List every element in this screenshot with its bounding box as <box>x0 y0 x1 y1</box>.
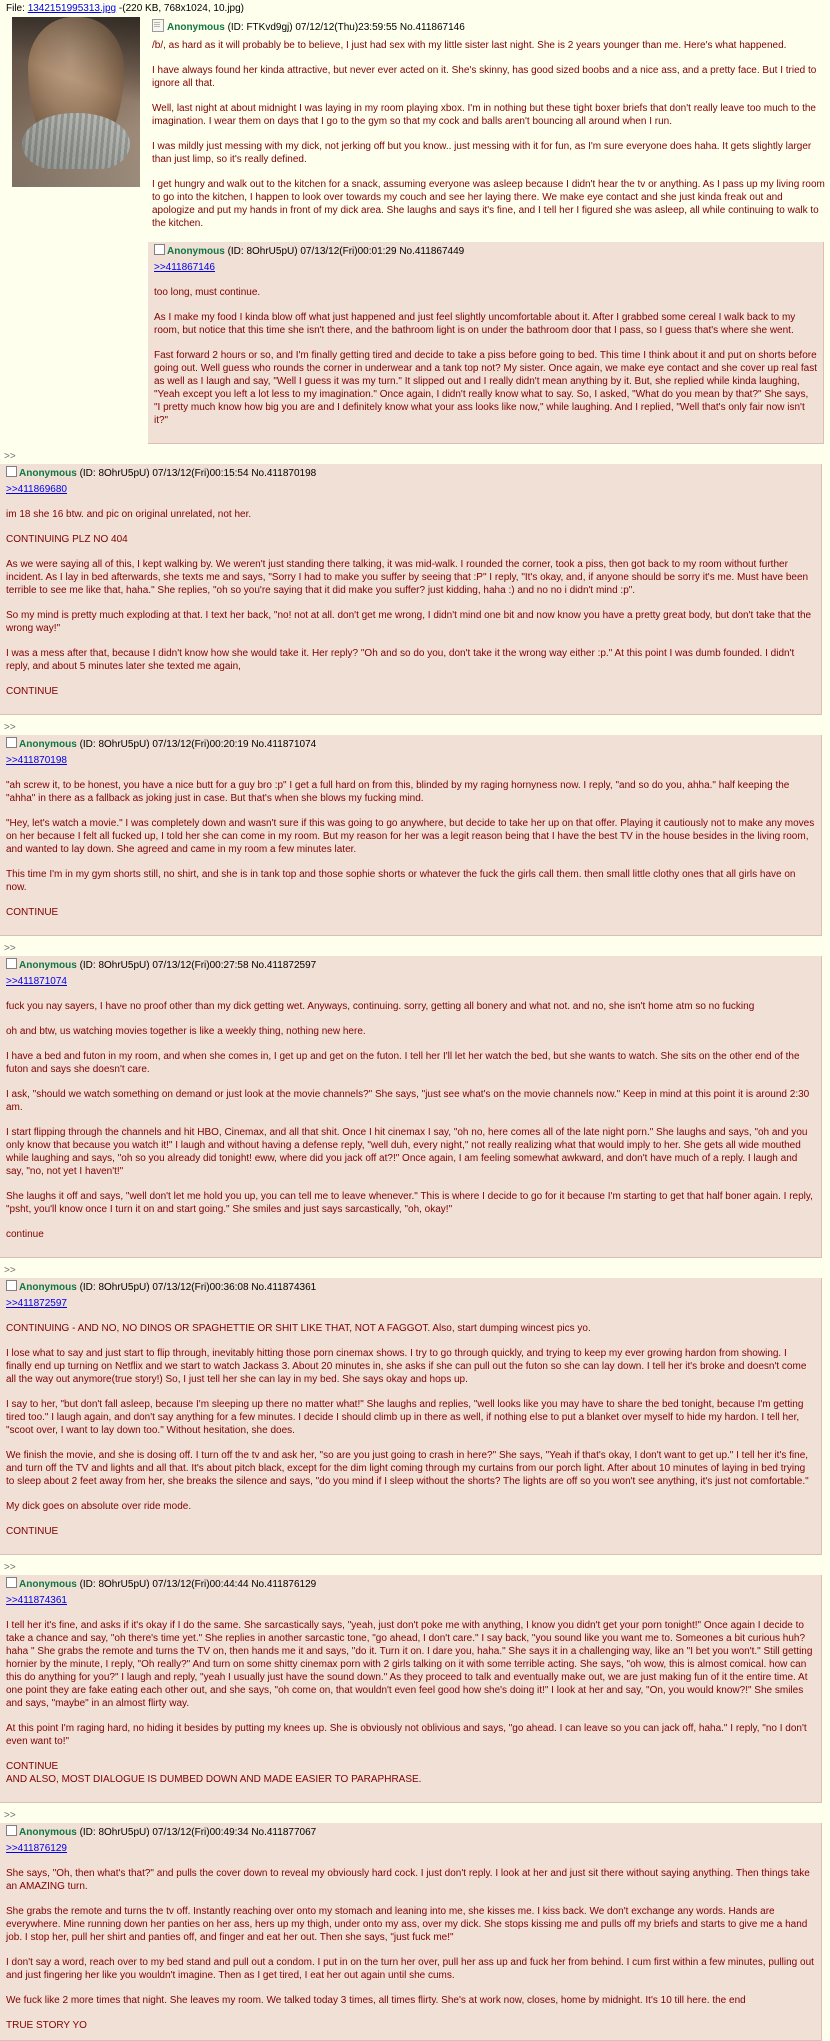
op-user-id: (ID: FTKvd9gj) <box>227 22 293 33</box>
reply-timestamp: 07/13/12(Fri)00:15:54 <box>152 468 249 479</box>
reply-row <box>0 1559 830 1803</box>
quote-link[interactable]: >>411867146 <box>154 262 215 273</box>
reply-author-name: Anonymous <box>167 246 225 257</box>
quote-link[interactable]: >>411870198 <box>6 755 67 766</box>
post-checkbox[interactable] <box>6 1280 17 1291</box>
reply-timestamp: 07/13/12(Fri)00:36:08 <box>152 1282 249 1293</box>
reply-paragraph: This time I'm in my gym shorts still, no shirt, and she is in tank top and those sophie shorts or whatever the fuck the girls call them. then small little clothy ones that all girls have on now. <box>6 869 796 893</box>
reply-paragraph: At this point I'm raging hard, no hiding it besides by putting my knees up. She is obviously not oblivious and says, "go ahead. I can leave so you can jack off, haha." I reply, "no I don't even want to!" <box>6 1723 807 1747</box>
reply-post-number[interactable]: No.411877067 <box>251 1827 317 1838</box>
reply-arrows: >> <box>4 722 16 733</box>
post-checkbox[interactable] <box>6 1825 17 1836</box>
reply-paragraph: My dick goes on absolute over ride mode. <box>6 1501 192 1512</box>
reply-post-number[interactable]: No.411874361 <box>251 1282 317 1293</box>
reply-arrows: >> <box>4 1810 16 1821</box>
reply-author-name: Anonymous <box>19 1827 77 1838</box>
reply-body <box>6 1594 815 1786</box>
reply-body <box>6 1842 815 2032</box>
reply-author-name: Anonymous <box>19 960 77 971</box>
reply-body <box>6 754 815 919</box>
reply-user-id: (ID: 8OhrU5pU) <box>79 468 150 479</box>
reply-user-id: (ID: 8OhrU5pU) <box>79 1282 150 1293</box>
reply-paragraph: We finish the movie, and she is dosing off. I turn off the tv and ask her, "so are you just going to crash in here?" She says, "Yeah if that's okay, I don't want to get up." I tell her it's fine, and turn off the TV and lights and all that. It's about pitch black, except for the dim light coming through my curtains from our porch light. After about 10 minutes of laying in bed trying to sleep about 2 feet away from her, she breaks the silence and says, "do you mind if I sleep without the shorts? The lights are off so you won't see anything, it's just not comfortable." <box>6 1450 809 1487</box>
reply-timestamp: 07/13/12(Fri)00:44:44 <box>152 1579 249 1590</box>
reply-header <box>6 466 815 483</box>
reply-row <box>0 940 830 1258</box>
file-label: File: <box>6 3 25 14</box>
reply-timestamp: 07/13/12(Fri)00:01:29 <box>300 246 397 257</box>
reply-paragraph: I say to her, "but don't fall asleep, because I'm sleeping up there no matter what!" She laughs and replies, "well looks like you may have to share the bed tonight, because I'm getting tired too." I laugh again, and don't say anything for a few minutes. I decide I should climb up in there as well, if nothing else to put a blanket over myself to hide my hardon. I tell her, "scoot over, I want to lay down too." Without hesitation, she does. <box>6 1399 804 1436</box>
reply-row <box>0 448 830 715</box>
reply-header <box>6 958 815 975</box>
reply-arrows: >> <box>4 1265 16 1276</box>
reply-paragraph: CONTINUING - AND NO, NO DINOS OR SPAGHETTIE OR SHIT LIKE THAT, NOT A FAGGOT. Also, start dumping wincest pics yo. <box>6 1323 591 1334</box>
reply-paragraph: I was a mess after that, because I didn't know how she would take it. Her reply? "Oh and so do you, don't take it the wrong way either :p." At this point I was dumb founded. I didn't reply, and about 5 minutes later she texted me again, <box>6 648 795 672</box>
file-meta: -(220 KB, 768x1024, 10.jpg) <box>118 3 244 14</box>
reply-paragraph: im 18 she 16 btw. and pic on original unrelated, not her. <box>6 509 252 520</box>
op-thumbnail-wrapper[interactable] <box>12 17 140 187</box>
quote-link[interactable]: >>411871074 <box>6 976 67 987</box>
reply-row <box>0 1262 830 1555</box>
op-header <box>152 17 826 39</box>
reply-paragraph: She laughs it off and says, "well don't let me hold you up, you can tell me to leave whenever." This is where I decide to go for it because I'm starting to get that half boner again. I reply, "psht, you'll know once I turn it on and start going." She smiles and just says sarcastically, "oh, okay!" <box>6 1191 813 1215</box>
post-checkbox[interactable] <box>6 1577 17 1588</box>
reply-paragraph: continue <box>6 1229 44 1240</box>
reply-paragraph: Fast forward 2 hours or so, and I'm finally getting tired and decide to take a piss before going to bed. This time I think about it and put on shorts before going out. Well guess who rounds the corner in underwear and a tank top not? My sister. Once again, we make eye contact and she cover up real fast as well as I laugh and say, "Well I guess it was my turn." It slipped out and I really didn't mean anything by it. But, she replied while kinda laughing, "Yeah except you left a lot less to my imagination." Once again, I didn't really know what to say. So, I asked, "What do you mean by that?" She says, "I pretty much know how big you are and I definitely know what your ass looks like now," while laughing. And I replied, "Well that's only fair now isn't it?" <box>154 350 817 426</box>
reply-paragraph: CONTINUE <box>6 907 59 918</box>
reply-paragraph: I ask, "should we watch something on demand or just look at the movie channels?" She says, "just see what's on the movie channels now." Keep in mind at this point it is around 2:30 am. <box>6 1089 810 1113</box>
reply-arrows: >> <box>4 943 16 954</box>
reply-post <box>0 464 822 715</box>
reply-post-number[interactable]: No.411872597 <box>251 960 317 971</box>
reply-timestamp: 07/13/12(Fri)00:49:34 <box>152 1827 249 1838</box>
reply-post-number[interactable]: No.411871074 <box>251 739 317 750</box>
op-post <box>0 17 830 242</box>
reply-header <box>6 737 815 754</box>
reply-header <box>6 1577 815 1594</box>
reply-paragraph: "Hey, let's watch a movie." I was completely down and wasn't sure if this was going to go anywhere, but decide to take her up on that offer. Playing it cautiously not to make any moves on her because I felt all fucked up, I told her she can come in my room. But my reason for her was a legit reason being that I have the best TV in the house besides in the living room, and wanted to lay down. She agreed and came in my room a few minutes later. <box>6 818 815 855</box>
reply-paragraph: She says, "Oh, then what's that?" and pulls the cover down to reveal my obviously hard cock. I just don't reply. I look at her and just sit there without saying anything. Then things take an AMAZING turn. <box>6 1868 810 1892</box>
op-paragraph: I get hungry and walk out to the kitchen for a snack, assuming everyone was asleep because I didn't hear the tv or anything. As I pass up my living room to go into the kitchen, I happen to look over towards my couch and see her laying there. We make eye contact and she just kinda freak out and apologize and put my hands in front of my dick area. She laughs and says it's fine, and I tell her I figured she was asleep, all while continuing to walk to the kitchen. <box>152 179 825 229</box>
reply-author-name: Anonymous <box>19 739 77 750</box>
reply-timestamp: 07/13/12(Fri)00:20:19 <box>152 739 249 750</box>
op-post-number[interactable]: No.411867146 <box>399 22 465 33</box>
reply-paragraph: oh and btw, us watching movies together is like a weekly thing, nothing new here. <box>6 1026 366 1037</box>
reply-row <box>0 719 830 936</box>
op-paragraph: I have always found her kinda attractive, but never ever acted on it. She's skinny, has good sized boobs and a nice ass, and a pretty face. But I tried to ignore all that. <box>152 65 817 89</box>
reply-paragraph: We fuck like 2 more times that night. She leaves my room. We talked today 3 times, all times flirty. She's at work now, closes, home by midnight. It's 10 till here. the end <box>6 1995 746 2006</box>
reply-post <box>148 242 824 444</box>
post-checkbox[interactable] <box>6 466 17 477</box>
reply-post <box>0 735 822 936</box>
reply-post <box>0 1575 822 1803</box>
reply-post-number[interactable]: No.411876129 <box>251 1579 317 1590</box>
file-link[interactable]: 1342151995313.jpg <box>27 3 117 14</box>
reply-paragraph: So my mind is pretty much exploding at that. I text her back, "no! not at all. don't get me wrong, I didn't mind one bit and now know you have a pretty great body, but don't take that the wrong way!" <box>6 610 812 634</box>
thumbnail-shading <box>12 17 140 187</box>
reply-paragraph: As I make my food I kinda blow off what just happened and just feel slightly uncomfortable about it. After I grabbed some cereal I walk back to my room, but notice that this time she isn't there, and the bathroom light is on under the bathroom door that I pass, so I guess that's where she went. <box>154 312 796 336</box>
reply-paragraph: I have a bed and futon in my room, and when she comes in, I get up and get on the futon. I tell her I'll let her watch the bed, but she wants to watch. She sits on the other end of the futon and says she doesn't care. <box>6 1051 800 1075</box>
reply-user-id: (ID: 8OhrU5pU) <box>227 246 298 257</box>
reply-timestamp: 07/13/12(Fri)00:27:58 <box>152 960 249 971</box>
reply-author-name: Anonymous <box>19 468 77 479</box>
op-thumbnail-image[interactable] <box>12 17 140 187</box>
op-paragraph: /b/, as hard as it will probably be to believe, I just had sex with my little sister last night. She is 2 years younger than me. Here's what happened. <box>152 40 787 51</box>
quote-link[interactable]: >>411872597 <box>6 1298 67 1309</box>
reply-post <box>0 956 822 1258</box>
reply-author-name: Anonymous <box>19 1282 77 1293</box>
reply-header <box>154 244 817 261</box>
reply-arrows: >> <box>4 451 16 462</box>
reply-paragraph: TRUE STORY YO <box>6 2020 87 2031</box>
reply-user-id: (ID: 8OhrU5pU) <box>79 1579 150 1590</box>
op-paragraph: I was mildly just messing with my dick, not jerking off but you know.. just messing with it for fun, as I'm sure everyone does haha. It gets slightly larger than just limp, so it's really defined. <box>152 141 812 165</box>
reply-paragraph: She grabs the remote and turns the tv off. Instantly reaching over onto my stomach and leaning into me, she kisses me. I kiss back. We don't exchange any words. Hands are everywhere. Mine running down her panties on her ass, hers up my thigh, under onto my ass, over my dick. She stops kissing me and pulls off my briefs and starts to give me a hand job. I stop her, pull her shirt and panties off, and finger and eat her out. Then she says, "just fuck me!" <box>6 1906 808 1943</box>
reply-author-name: Anonymous <box>19 1579 77 1590</box>
reply-paragraph: I lose what to say and just start to flip through, inevitably hitting those porn cinemax shows. I try to go through quickly, and trying to keep my ever growing hardon from showing. I finally end up turning on Netflix and we start to watch Jackass 3. About 20 minutes in, she asks if she can pull out the futon so she can lay down. I tell her it's broke and doesn't come all the way out anymore(true story!) So, I just tell her she can lay in my bed. She says okay and hops up. <box>6 1348 807 1385</box>
post-checkbox[interactable] <box>6 737 17 748</box>
reply-post-number[interactable]: No.411867449 <box>399 246 465 257</box>
post-checkbox[interactable] <box>154 244 165 255</box>
reply-post-number[interactable]: No.411870198 <box>251 468 317 479</box>
reply-body <box>154 261 817 427</box>
reply-body <box>6 975 815 1241</box>
reply-paragraph: AND ALSO, MOST DIALOGUE IS DUMBED DOWN AND MADE EASIER TO PARAPHRASE. <box>6 1774 422 1785</box>
reply-arrows: >> <box>4 1562 16 1573</box>
file-info-bar <box>0 0 830 17</box>
quote-link[interactable]: >>411876129 <box>6 1843 67 1854</box>
reply-paragraph: CONTINUE <box>6 1761 59 1772</box>
op-author-name: Anonymous <box>167 22 225 33</box>
quote-link[interactable]: >>411874361 <box>6 1595 67 1606</box>
reply-paragraph: CONTINUE <box>6 686 59 697</box>
reply-post <box>0 1278 822 1555</box>
post-checkbox[interactable] <box>6 958 17 969</box>
reply-row <box>0 1807 830 2041</box>
document-icon <box>152 19 164 32</box>
reply-body <box>6 1297 815 1538</box>
reply-user-id: (ID: 8OhrU5pU) <box>79 960 150 971</box>
reply-paragraph: I start flipping through the channels and hit HBO, Cinemax, and all that shit. Once I hit cinemax I say, "oh no, here comes all of the late night porn." She laughs and says, "oh and you only know that because you watch it!" I laugh and without having a defense reply, "well duh, every night," not really realizing what that would imply to her. She gets all wide mouthed while laughing and says, "oh so you already did tonight! eww, where did you jack off at?!" Once again, I am feeling somewhat awkward, and don't have much of a reply. I laugh and say, "no, not yet I haven't!" <box>6 1127 808 1177</box>
reply-paragraph: I tell her it's fine, and asks if it's okay if I do the same. She sarcastically says, "yeah, just don't poke me with anything, I know you didn't get your porn tonight!" Once again I decide to take a chance and say, "oh there's time yet." She replies in another sarcastic tone, "go ahead, I don't care." I say back, "you sound like you want me to. Someones a bit curious huh? haha " She grabs the remote and turns the TV on, then hands me it and says, "do it. Turn it on. I dare you, haha." She says it in a challenging way, like an "I bet you won't." Still getting hornier by the minute, I reply, "Oh really?" And turn on some shitty cinemax porn with 2 girls talking on it with some terrible acting. She says, "oh wow, this is almost comical. how can this do anything for you?" I laugh and reply, "yeah I usually just have the sound down." As they proceed to talk and eventually make out, we are just making fun of it the entire time. At one point they are fake eating each other out, and she says, "oh come on, that wouldn't even feel good how she's doing it!" I look at her and say, "On, you would know?!" She smiles and says, "maybe" in an almost flirty way. <box>6 1620 813 1709</box>
reply-paragraph: CONTINUE <box>6 1526 59 1537</box>
reply-header <box>6 1280 815 1297</box>
reply-body <box>6 483 815 698</box>
reply-user-id: (ID: 8OhrU5pU) <box>79 739 150 750</box>
reply-paragraph: too long, must continue. <box>154 287 261 298</box>
quote-link[interactable]: >>411869680 <box>6 484 67 495</box>
reply-paragraph: fuck you nay sayers, I have no proof other than my dick getting wet. Anyways, continuing. sorry, getting all bonery and what not. and no, she isn't home atm so no fucking <box>6 1001 755 1012</box>
reply-paragraph: As we were saying all of this, I kept walking by. We weren't just standing there talking, it was mid-walk. I rounded the corner, took a piss, then got back to my room without further incident. As I lay in bed afterwards, she texts me and says, "Sorry I had to make you suffer by seeing that :P" I reply, "It's okay, and, if anyone should be sorry it's me. Must have been terrible to see me like that, haha." She replies, "oh so you're saying that it did make you suffer? just kidding, haha :) and no no i didn't mind :p". <box>6 559 809 596</box>
reply-post <box>0 1823 822 2041</box>
op-paragraph: Well, last night at about midnight I was laying in my room playing xbox. I'm in nothing but these tight boxer briefs that don't really leave too much to the imagination. I wear them on days that I go to the gym so that my cock and balls aren't bouncing all around when I run. <box>152 103 816 127</box>
op-body <box>152 39 826 230</box>
reply-header <box>6 1825 815 1842</box>
reply-user-id: (ID: 8OhrU5pU) <box>79 1827 150 1838</box>
reply-paragraph: I don't say a word, reach over to my bed stand and pull out a condom. I put in on the turn her over, pull her ass up and fuck her from behind. I cum first within a few minutes, pulling out and just fingering her like you wouldn't imagine. Then as I get tired, I eat her out again until she cums. <box>6 1957 814 1981</box>
reply-paragraph: "ah screw it, to be honest, you have a nice butt for a guy bro :p" I get a full hard on from this, blinded by my raging hornyness now. I reply, "and so do you, ahha." half keeping the "ahha" in there as a fallback as joking just in case. But that's when she blows my fucking mind. <box>6 780 790 804</box>
op-timestamp: 07/12/12(Thu)23:59:55 <box>295 22 398 33</box>
reply-paragraph: CONTINUING PLZ NO 404 <box>6 534 128 545</box>
